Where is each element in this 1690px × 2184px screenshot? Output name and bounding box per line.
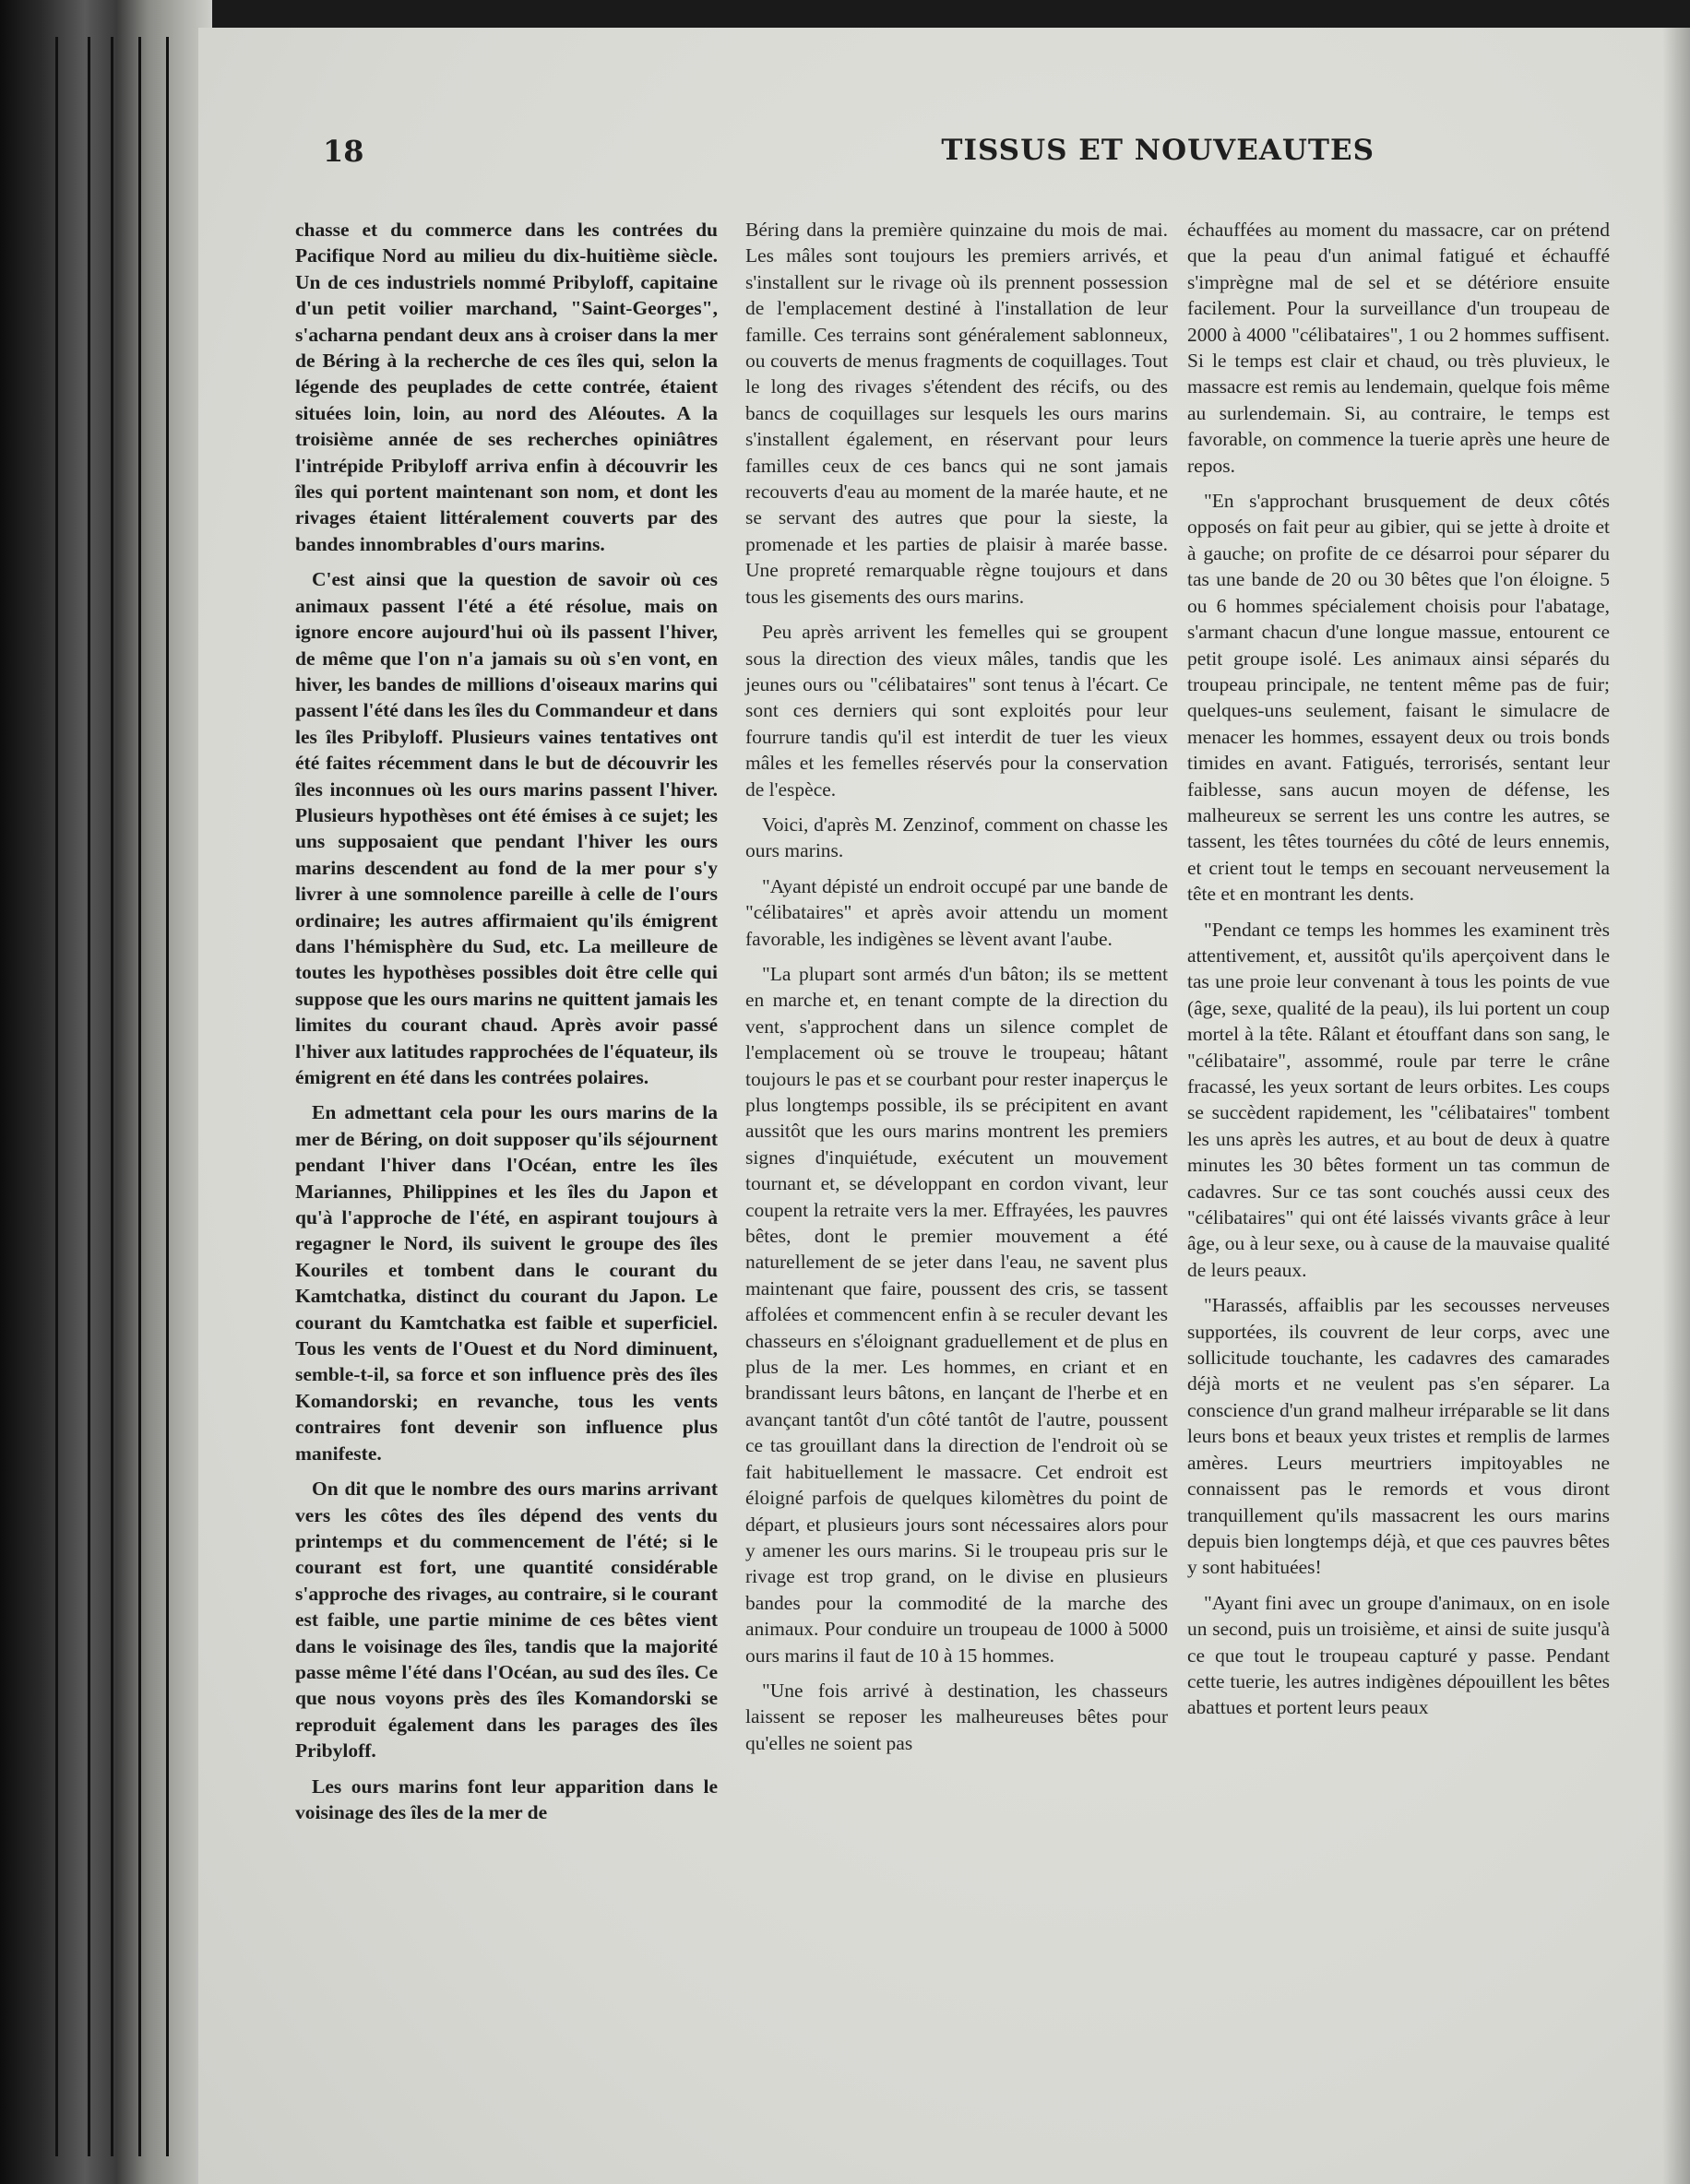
paragraph: En admettant cela pour les ours marins de la mer de Béring, on doit supposer qu'ils séjournent pendant l'hiver dans l'Océan, entre les îles Mariannes, Philippines et les îles du Japon et qu'à l'approche de l'été, en aspirant toujours à regagner le Nord, ils suivent le groupe des îles Kouriles et tombent dans le courant du Kamtchatka, distinct du courant du Japon. Le courant du Kamtchatka est faible et superficiel. Tous les vents de l'Ouest et du Nord diminuent, semble-t-il, sa force et son influence près des îles Komandorski; en revanche, tous les vents contraires font devenir son influence plus manifeste. — [295, 1101, 718, 1465]
paragraph: "Une fois arrivé à destination, les chasseurs laissent se reposer les malheureuses bêtes pour qu'elles ne soient pas — [745, 1679, 1168, 1754]
page-edge-shadow — [1662, 28, 1690, 2184]
paragraph: "Harassés, affaiblis par les secousses nerveuses supportées, ils couvrent de leur corps, avec une sollicitude touchante, les cadavres des camarades déjà morts et ne veulent pas s'en séparer. La conscience d'un grand malheur irréparable se lit dans leurs bons et beaux yeux tristes et remplis de larmes amères. Leurs meurtriers impitoyables ne connaissent pas le remords et vous diront tranquillement qu'ils massacrent les ours marins depuis bien longtemps déjà, et que ces pauvres bêtes y sont habituées! — [1187, 1294, 1610, 1579]
paragraph: Voici, d'après M. Zenzinof, comment on chasse les ours marins. — [745, 813, 1168, 862]
text-column-1 — [295, 217, 718, 1825]
paragraph: "Ayant dépisté un endroit occupé par une bande de "célibataires" et après avoir attendu un moment favorable, les indigènes se lèvent avant l'aube. — [745, 874, 1168, 950]
paragraph: "En s'approchant brusquement de deux côtés opposés on fait peur au gibier, qui se jette à droite et à gauche; on profite de ce désarroi pour séparer du tas une bande de 20 ou 30 bêtes que l'on éloigne. 5 ou 6 hommes spécialement choisis pour l'abatage, s'armant chacun d'une longue massue, entourent ce petit groupe isolé. Les animaux ainsi séparés du troupeau principale, ne tentent même pas de fuir; quelques-uns seulement, faisant le simulacre de menacer les hommes, essayent deux ou trois bonds timides en avant. Fatigués, terrorisés, sentant leur faiblesse, sans aucun moyen de défense, les malheureux se serrent les uns contre les autres, se tassent, les têtes tournées du côté de leurs ennemis, et crient tout le temps en secouant nerveusement la tête et en montrant les dents. — [1187, 490, 1610, 906]
running-title: TISSUS ET NOUVEAUTES — [941, 134, 1375, 167]
paragraph: échauffées au moment du massacre, car on prétend que la peau d'un animal fatigué et échauffé s'imprègne mal de sel et se détériore ensuite facilement. Pour la surveillance d'un troupeau de 2000 à 4000 "célibataires", 1 ou 2 hommes suffisent. Si le temps est clair et chaud, ou très pluvieux, le massacre est remis au lendemain, quelque fois même au surlendemain. Si, au contraire, le temps est favorable, on commence la tuerie après une heure de repos. — [1187, 219, 1610, 477]
paragraph: chasse et du commerce dans les contrées du Pacifique Nord au milieu du dix-huitième siècle. Un de ces industriels nommé Pribyloff, capitaine d'un petit voilier marchand, "Saint-Georges", s'acharna pendant deux ans à croiser dans la mer de Béring à la recherche de ces îles qui, selon la légende des peuplades de cette contrée, étaient situées loin, loin, au nord des Aléoutes. A la troisième année de ses recherches opiniâtres l'intrépide Pribyloff arriva enfin à découvrir les îles qui portent maintenant son nom, et dont les rivages étaient littéralement couverts par des bandes innombrables d'ours marins. — [295, 219, 718, 555]
text-column-2 — [745, 217, 1168, 1756]
page-number: 18 — [323, 134, 364, 169]
page-header — [323, 134, 1375, 180]
paragraph: On dit que le nombre des ours marins arrivant vers les côtes des îles dépend des vents du printemps et du commencement de l'été; si le courant est fort, une quantité considérable s'approche des rivages, au contraire, si le courant est faible, une partie minime de ces bêtes vient dans le voisinage des îles, tandis que la majorité passe même l'été dans l'Océan, au sud des îles. Ce que nous voyons près des îles Komandorski se reproduit également dans les parages des îles Pribyloff. — [295, 1478, 718, 1763]
book-binding-edge — [0, 0, 212, 2184]
text-column-3 — [1187, 217, 1610, 1721]
page — [198, 28, 1690, 2184]
paragraph: C'est ainsi que la question de savoir où ces animaux passent l'été a été résolue, mais on ignore encore aujourd'hui où ils passent l'hiver, de même que l'on n'a jamais su où s'en vont, en hiver, les bandes de millions d'oiseaux marins qui passent l'été dans les îles du Commandeur et dans les îles Pribyloff. Plusieurs vaines tentatives ont été faites récemment dans le but de découvrir les îles inconnues où les ours marins passent l'hiver. Plusieurs hypothèses ont été émises à ce sujet; les uns supposaient que pendant l'hiver les ours marins descendent au fond de la mer pour s'y livrer à une somnolence pareille à celle de l'ours ordinaire; les autres affirmaient qu'ils émigrent dans l'hémisphère du Sud, etc. La meilleure de toutes les hypothèses possibles doit être celle qui suppose que les ours marins ne quittent jamais les limites du courant chaud. Après avoir passé l'hiver aux latitudes rapprochées de l'équateur, ils émigrent en été dans les contrées polaires. — [295, 568, 718, 1088]
paragraph: "Pendant ce temps les hommes les examinent très attentivement, et, aussitôt qu'ils aperçoivent dans le tas une proie leur convenant à tous les points de vue (âge, sexe, qualité de la peau), ils lui portent un coup mortel à la tête. Râlant et étouffant dans son sang, le "célibataire", assommé, roule par terre le crâne fracassé, les yeux sortant de leurs orbites. Les coups se succèdent rapidement, les "célibataires" tombent les uns après les autres, et au bout de deux à quatre minutes les 30 bêtes forment un tas commun de cadavres. Sur ce tas sont couchés aussi ceux des "célibataires" qui ont été laissés vivants grâce à leur âge, ou à leur sexe, ou à cause de la mauvaise qualité de leurs peaux. — [1187, 918, 1610, 1281]
paragraph: "Ayant fini avec un groupe d'animaux, on en isole un second, puis un troisième, et ainsi de suite jusqu'à ce que tout le troupeau capturé y passe. Pendant cette tuerie, les autres indigènes dépouillent les bêtes abattues et portent leurs peaux — [1187, 1591, 1610, 1719]
paragraph: Peu après arrivent les femelles qui se groupent sous la direction des vieux mâles, tandis que les jeunes ours ou "célibataires" sont tenus à l'écart. Ce sont ces derniers qui sont exploités pour leur fourrure tandis qu'il est interdit de tuer les vieux mâles et les femelles réservés pour la conservation de l'espèce. — [745, 621, 1168, 801]
paragraph: Les ours marins font leur apparition dans le voisinage des îles de la mer de — [295, 1774, 718, 1823]
paragraph: "La plupart sont armés d'un bâton; ils se mettent en marche et, en tenant compte de la direction du vent, s'approchent dans un silence complet de l'emplacement où se trouve le troupeau; hâtant toujours le pas et se courbant pour rester inaperçus le plus longtemps possible, ils se précipitent en avant aussitôt que les ours marins montrent les premiers signes d'inquiétude, exécutent un mouvement tournant et, se développant en cordon vivant, leur coupent la retraite vers la mer. Effrayées, les pauvres bêtes, dont le premier mouvement a été naturellement de se jeter dans l'eau, ne savent plus maintenant que faire, poussent des cris, se tassent affolées et commencent enfin à se reculer devant les chasseurs en s'éloignant graduellement et de plus en plus de la mer. Les hommes, en criant et en brandissant leurs bâtons, en lançant de l'herbe et en avançant tantôt d'un côté tantôt de l'autre, poussent ce tas grouillant dans la direction de l'endroit où se fait habituellement le massacre. Cet endroit est éloigné parfois de quelques kilomètres du point de départ, et plusieurs jours sont nécessaires alors pour y amener les ours marins. Si le troupeau pris sur le rivage est trop grand, on le divise en plusieurs bandes pour la commodité de la marche des animaux. Pour conduire un troupeau de 1000 à 5000 ours marins il faut de 10 à 15 hommes. — [745, 962, 1168, 1667]
paragraph: Béring dans la première quinzaine du mois de mai. Les mâles sont toujours les premiers arrivés, et s'installent sur le rivage où ils prennent possession de l'emplacement destiné à l'installation de leur famille. Ces terrains sont généralement sablonneux, ou couverts de menus fragments de coquillages. Tout le long des rivages s'étendent des récifs, ou des bancs de coquillages sur lesquels les ours marins s'installent également, en réservant pour leurs familles ceux de ces bancs qui ne sont jamais recouverts d'eau au moment de la marée haute, et ne se servant des autres que pour la sieste, la promenade et les parties de plaisir à marée basse. Une propreté remarquable règne toujours et dans tous les gisements des ours marins. — [745, 219, 1168, 608]
